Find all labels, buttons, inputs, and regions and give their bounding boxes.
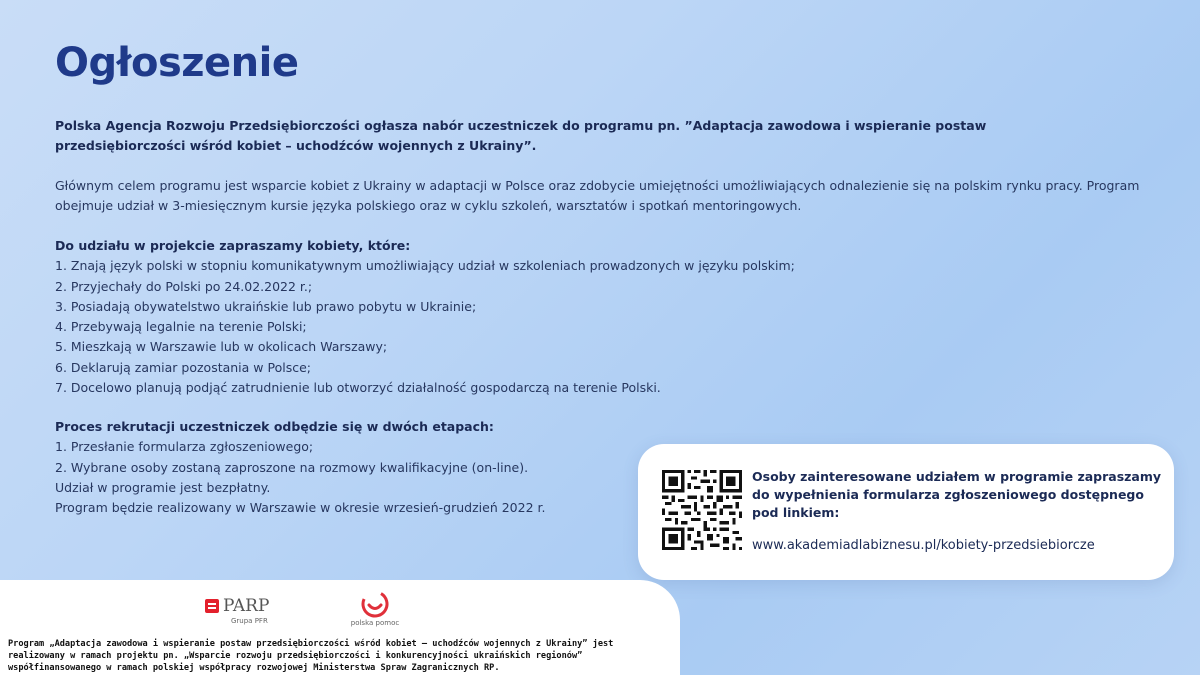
parp-logo bbox=[205, 596, 295, 628]
qr-card bbox=[638, 444, 1174, 580]
recruitment-note: Program będzie realizowany w Warszawie w okresie wrzesień-grudzień 2022 r. bbox=[55, 500, 546, 516]
eligibility-section bbox=[55, 236, 955, 398]
eligibility-item: 5. Mieszkają w Warszawie lub w okolicach Warszawy; bbox=[55, 339, 388, 355]
polska-pomoc-logo bbox=[345, 590, 405, 628]
eligibility-heading: Do udziału w projekcie zapraszamy kobiety, które: bbox=[55, 238, 411, 253]
footer-note: Program „Adaptacja zawodowa i wspieranie postaw przedsiębiorczości wśród kobiet – uchodźców wojennych z Ukrainy” jest realizowany w ramach projektu pn. „Wsparcie rozwoju przedsiębiorczości i konkurencyjności ukraińskich regionów” współfinansowanego w ramach polskiej współpracy rozwojowej Ministerstwa Spraw Zagranicznych RP. bbox=[8, 639, 614, 673]
recruitment-note: Udział w programie jest bezpłatny. bbox=[55, 479, 271, 495]
intro-paragraph: Polska Agencja Rozwoju Przedsiębiorczości ogłasza nabór uczestniczek do programu pn. ”Adaptacja zawodowa i wspieranie postaw przedsiębiorczości wśród kobiet – uchodźców wojennych z Ukrainy”. bbox=[55, 118, 987, 153]
description-paragraph: Głównym celem programu jest wsparcie kobiet z Ukrainy w adaptacji w Polsce oraz zdobycie umiejętności umożliwiających odnalezienie się na polskim rynku pracy. Program obejmuje udział w 3-miesięcznym kursie języka polskiego oraz w cyklu szkoleń, warsztatów i spotkań mentoringowych. bbox=[55, 178, 1140, 213]
recruitment-item: 1. Przesłanie formularza zgłoszeniowego; bbox=[55, 439, 314, 455]
polska-pomoc-label: polska pomoc bbox=[350, 619, 400, 627]
recruitment-heading: Proces rekrutacji uczestniczek odbędzie się w dwóch etapach: bbox=[55, 419, 494, 434]
parp-logo-subtitle: Grupa PFR bbox=[231, 617, 268, 625]
polska-pomoc-icon bbox=[361, 590, 389, 618]
eligibility-item: 4. Przebywają legalnie na terenie Polski; bbox=[55, 319, 307, 335]
registration-link[interactable]: www.akademiadlabiznesu.pl/kobiety-przedsiebiorcze bbox=[752, 538, 1095, 553]
recruitment-item: 2. Wybrane osoby zostaną zaproszone na rozmowy kwalifikacyjne (on-line). bbox=[55, 459, 529, 475]
eligibility-item: 2. Przyjechały do Polski po 24.02.2022 r.; bbox=[55, 278, 313, 294]
page-title: Ogłoszenie bbox=[55, 40, 299, 86]
parp-logo-name: PARP bbox=[223, 596, 270, 616]
parp-logo-icon bbox=[205, 599, 219, 613]
eligibility-item: 3. Posiadają obywatelstwo ukraińskie lub prawo pobytu w Ukrainie; bbox=[55, 298, 477, 314]
eligibility-item: 6. Deklarują zamiar pozostania w Polsce; bbox=[55, 359, 311, 375]
eligibility-item: 1. Znają język polski w stopniu komunikatywnym umożliwiający udział w szkoleniach prowadzonych w języku polskim; bbox=[55, 258, 795, 274]
qr-invitation-text: Osoby zainteresowane udziałem w programie zapraszamy do wypełnienia formularza zgłoszeniowego dostępnego pod linkiem: bbox=[752, 469, 1162, 520]
qr-code-icon[interactable] bbox=[662, 470, 742, 550]
eligibility-item: 7. Docelowo planują podjąć zatrudnienie lub otworzyć działalność gospodarczą na terenie Polski. bbox=[55, 380, 661, 396]
